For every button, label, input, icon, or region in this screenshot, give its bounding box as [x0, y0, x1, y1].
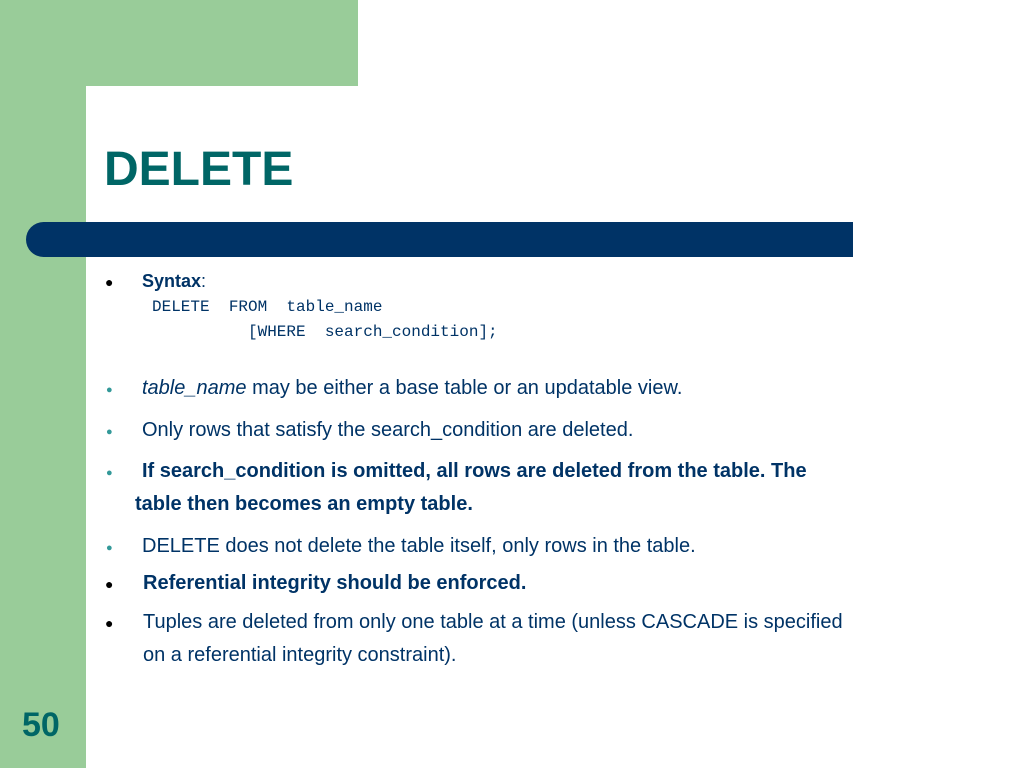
- bullet-only-rows: Only rows that satisfy the search_condition are deleted.: [142, 419, 634, 441]
- bullet-referential-integrity: Referential integrity should be enforced.: [143, 572, 527, 594]
- bullet-dot-icon: ●: [106, 542, 113, 554]
- bullet-dot-icon: ●: [105, 576, 114, 592]
- page-number: 50: [22, 706, 60, 744]
- bullet-tuples-line-2: on a referential integrity constraint).: [143, 644, 457, 666]
- bullet-dot-icon: ●: [106, 384, 113, 396]
- syntax-code-line-2: [WHERE search_condition];: [248, 323, 498, 341]
- table-name-term: table_name: [142, 377, 247, 399]
- slide-title: DELETE: [104, 143, 294, 196]
- bullet-dot-icon: ●: [105, 274, 114, 290]
- syntax-label: Syntax: [142, 271, 202, 291]
- bullet-omitted-line-2: table then becomes an empty table.: [135, 493, 473, 515]
- bullet-dot-icon: ●: [106, 426, 113, 438]
- bullet-table-name: [142, 372, 682, 405]
- bullet-delete-not-table: DELETE does not delete the table itself, only rows in the table.: [142, 535, 696, 557]
- bullet-omitted-line-1: If search_condition is omitted, all rows are deleted from the table. The: [142, 460, 807, 482]
- bullet-dot-icon: ●: [105, 615, 114, 631]
- syntax-code-line-1: DELETE FROM table_name: [152, 298, 383, 316]
- bullet-tuples-line-1: Tuples are deleted from only one table at a time (unless CASCADE is specified: [143, 611, 843, 633]
- bullet-text: may be either a base table or an updatable view.: [246, 377, 683, 399]
- syntax-colon: :: [201, 271, 207, 291]
- bullet-dot-icon: ●: [106, 467, 113, 479]
- syntax-heading: [142, 265, 206, 298]
